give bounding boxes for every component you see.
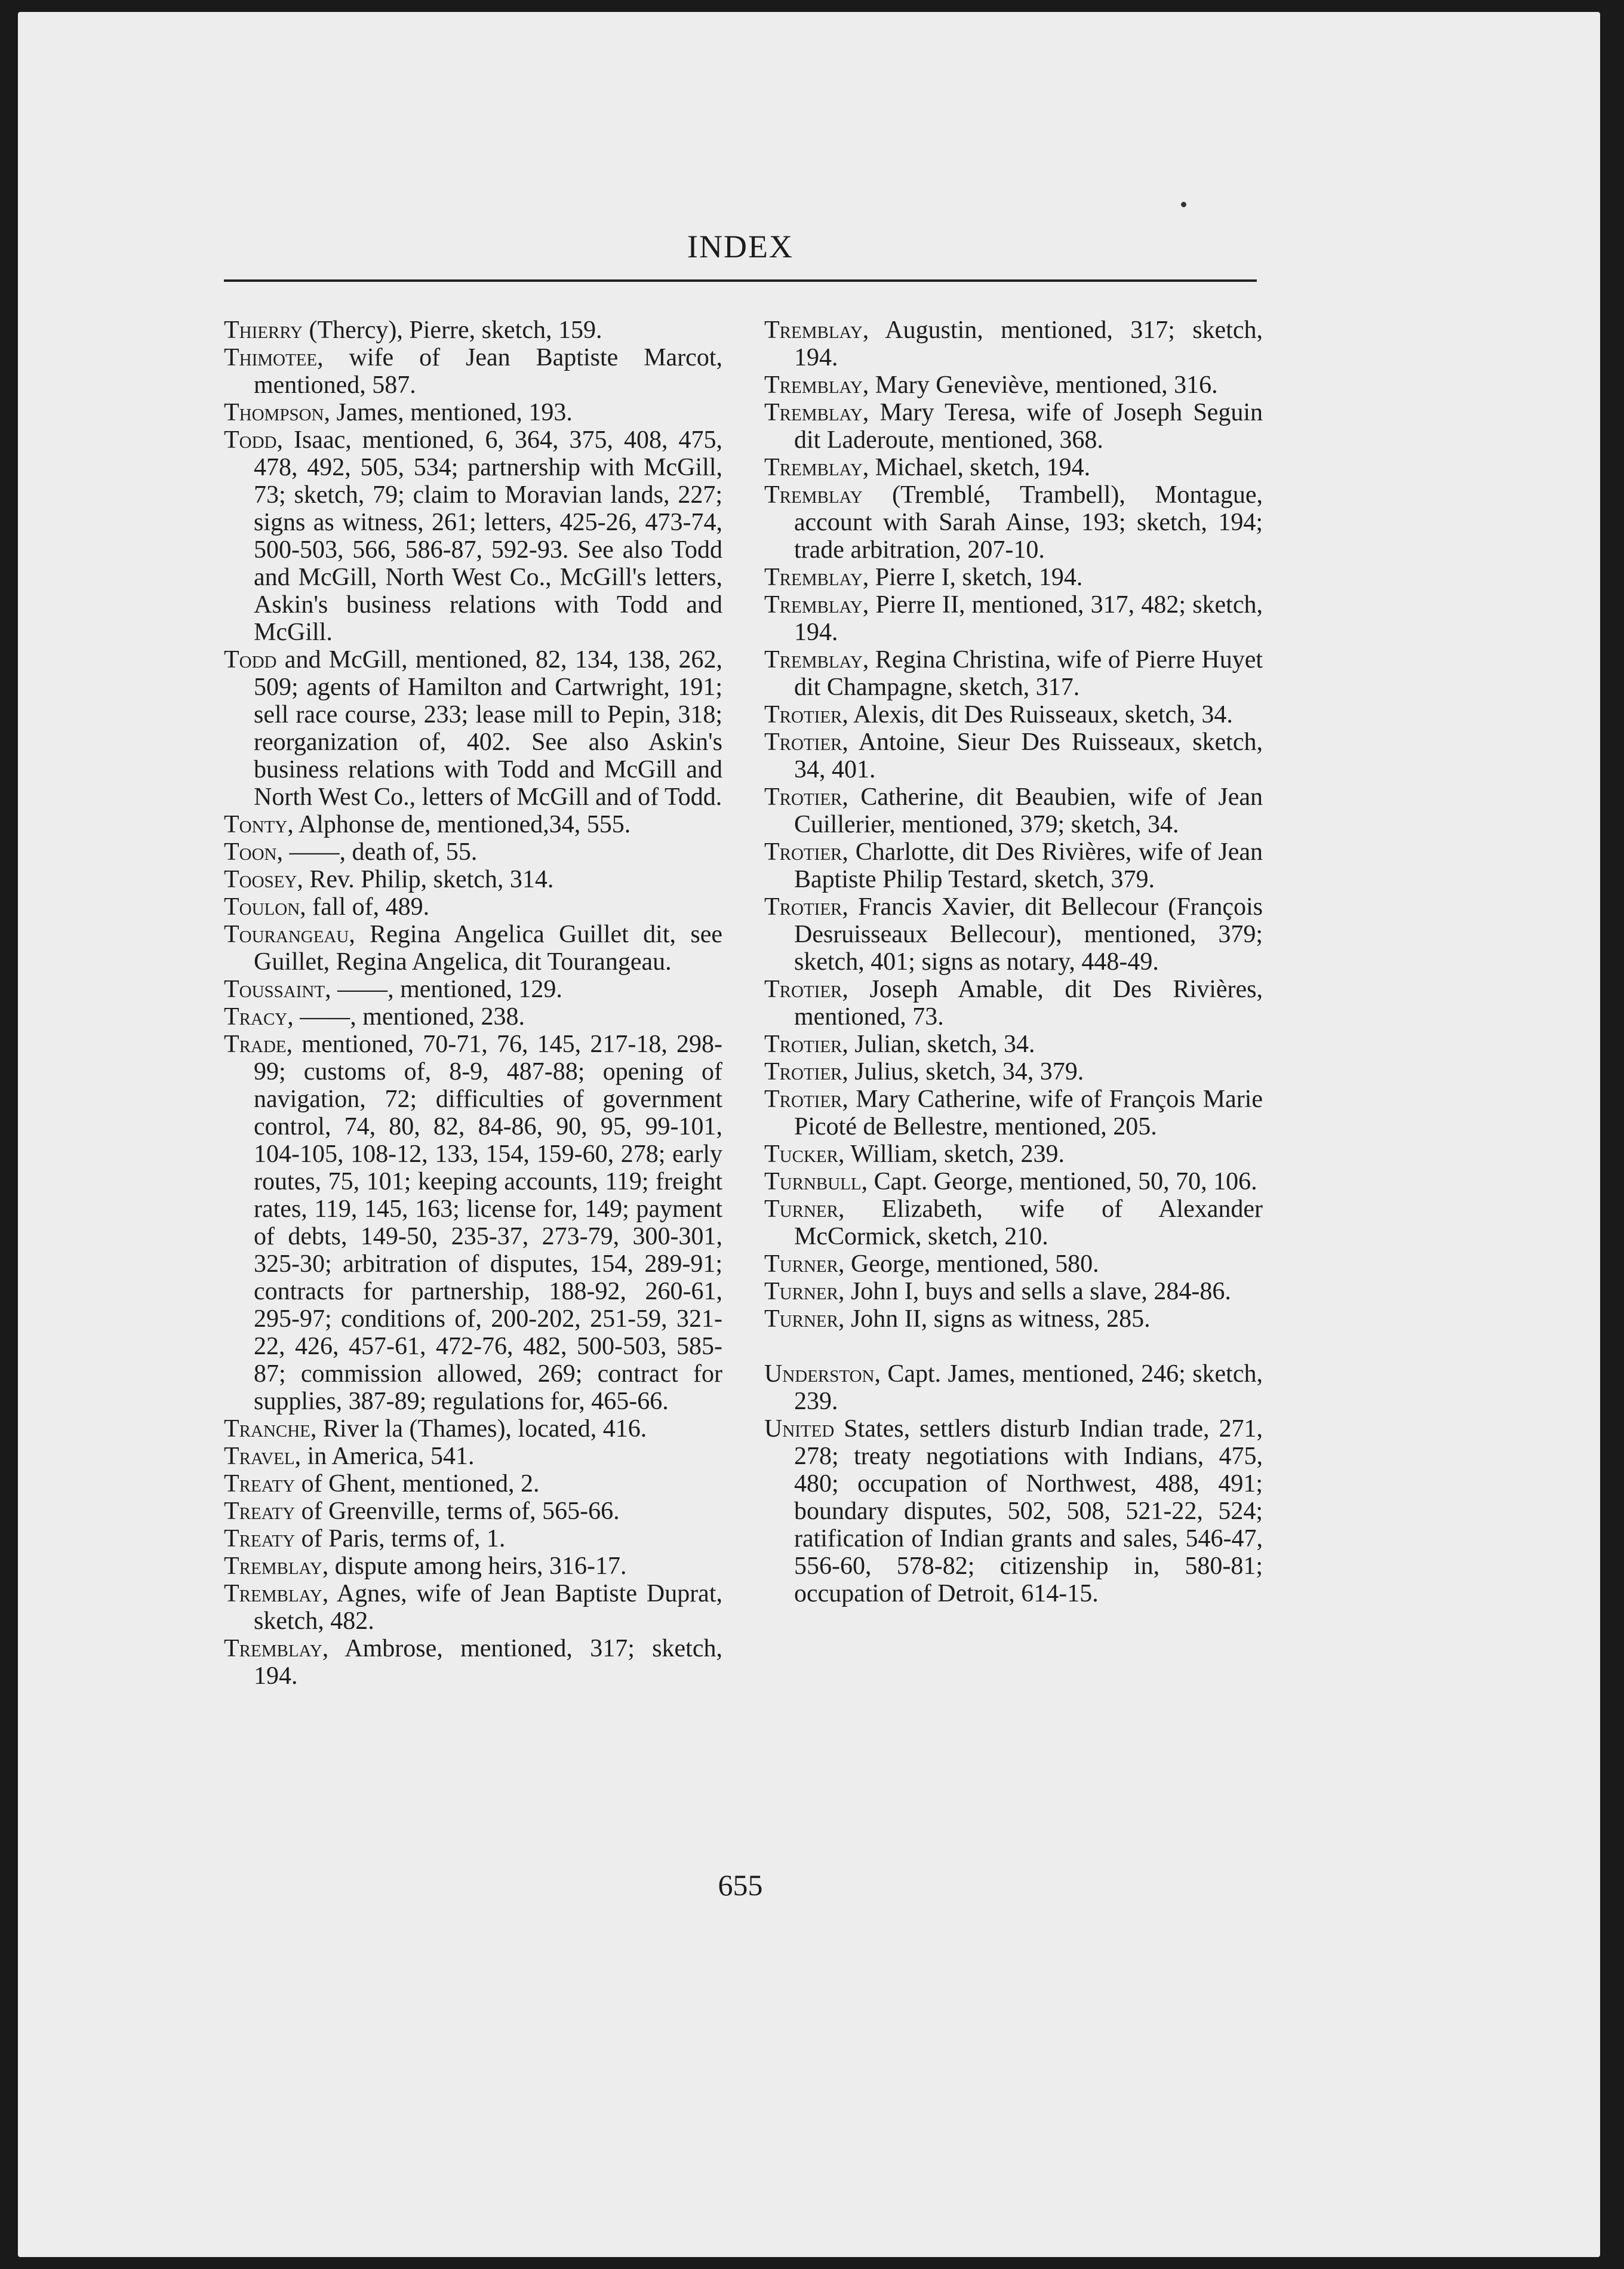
index-entry bbox=[224, 399, 722, 426]
index-entry bbox=[224, 976, 722, 1003]
entry-headword: Tonty bbox=[224, 811, 288, 838]
entry-headword: Treaty bbox=[224, 1498, 296, 1525]
index-entry bbox=[764, 646, 1263, 701]
entry-text: , William, sketch, 239. bbox=[838, 1140, 1065, 1168]
entry-text: , fall of, 489. bbox=[300, 893, 430, 921]
entry-headword: Turnbull bbox=[764, 1168, 862, 1195]
index-entry bbox=[764, 1140, 1263, 1168]
entry-headword: Trotier bbox=[764, 893, 842, 921]
entry-headword: Tremblay bbox=[764, 371, 863, 399]
entry-text: States, settlers disturb Indian trade, 271, 278; treaty negotiations with Indians, 475, 480; occupation of Northwest, 488, 491; boundary disputes, 502, 508, 521-22, 524; ratification of Indian grants and sales, 546-47, 556-60, 578-82; citizenship in, 580-81; occupation of Detroit, 614-15. bbox=[794, 1415, 1263, 1607]
index-entry bbox=[764, 1168, 1263, 1195]
entry-text: and McGill, mentioned, 82, 134, 138, 262, 509; agents of Hamilton and Cartwright, 191; sell race course, 233; lease mill to Pepin, 318; reorganization of, 402. See also Askin's business relations with Todd and McGill and North West Co., letters of McGill and of Todd. bbox=[254, 646, 722, 811]
entry-headword: Tremblay bbox=[224, 1635, 322, 1662]
entry-headword: Trotier bbox=[764, 728, 842, 756]
entry-headword: Tremblay bbox=[224, 1552, 322, 1580]
entry-text: , Julian, sketch, 34. bbox=[842, 1031, 1035, 1058]
entry-headword: Tremblay bbox=[764, 646, 863, 674]
entry-text: , Charlotte, dit Des Rivières, wife of Jean Baptiste Philip Testard, sketch, 379. bbox=[794, 838, 1263, 893]
entry-text: , Alexis, dit Des Ruisseaux, sketch, 34. bbox=[842, 701, 1233, 728]
entry-headword: Toussaint bbox=[224, 976, 325, 1003]
entry-headword: Trotier bbox=[764, 1031, 842, 1058]
index-entry bbox=[764, 1250, 1263, 1278]
entry-headword: Turner bbox=[764, 1250, 838, 1278]
entry-headword: Treaty bbox=[224, 1470, 296, 1498]
index-entry bbox=[764, 454, 1263, 481]
index-entry bbox=[764, 1305, 1263, 1333]
entry-headword: Treaty bbox=[224, 1525, 296, 1552]
index-column-right bbox=[764, 316, 1263, 1607]
index-column-left bbox=[224, 316, 722, 1690]
entry-text: , John II, signs as witness, 285. bbox=[838, 1305, 1151, 1333]
entry-text: , Michael, sketch, 194. bbox=[862, 454, 1091, 481]
index-entry bbox=[224, 426, 722, 646]
entry-text: , Agnes, wife of Jean Baptiste Duprat, sketch, 482. bbox=[254, 1580, 722, 1635]
entry-headword: Tracy bbox=[224, 1003, 288, 1031]
index-entry bbox=[764, 838, 1263, 893]
entry-headword: Todd bbox=[224, 646, 277, 674]
entry-text: , Ambrose, mentioned, 317; sketch, 194. bbox=[254, 1635, 722, 1690]
entry-text: of Ghent, mentioned, 2. bbox=[295, 1470, 540, 1498]
entry-text: , Mary Geneviève, mentioned, 316. bbox=[862, 371, 1218, 399]
entry-text: , Capt. George, mentioned, 50, 70, 106. bbox=[861, 1168, 1257, 1195]
index-entry bbox=[764, 728, 1263, 783]
entry-text: , Joseph Amable, dit Des Rivières, mentioned, 73. bbox=[794, 976, 1263, 1031]
entry-text: , Mary Teresa, wife of Joseph Seguin dit Laderoute, mentioned, 368. bbox=[794, 399, 1263, 454]
entry-headword: Tremblay bbox=[764, 564, 863, 591]
entry-text: , mentioned, 70-71, 76, 145, 217-18, 298-99; customs of, 8-9, 487-88; opening of navigation, 72; difficulties of government control, 74, 80, 82, 84-86, 90, 95, 99-101, 104-105, 108-12, 133, 154, 159-60, 278; early routes, 75, 101; keeping accounts, 119; freight rates, 119, 145, 163; license for, 149; payment of debts, 149-50, 235-37, 273-79, 300-301, 325-30; arbitration of disputes, 154, 289-91; contracts for partnership, 188-92, 260-61, 295-97; conditions of, 200-202, 251-59, 321-22, 426, 457-61, 472-76, 482, 500-503, 585-87; commission allowed, 269; contract for supplies, 387-89; regulations for, 465-66. bbox=[254, 1031, 722, 1415]
index-entry bbox=[764, 1360, 1263, 1415]
entry-text: , ——, mentioned, 129. bbox=[325, 976, 562, 1003]
entry-text: , James, mentioned, 193. bbox=[324, 399, 573, 426]
entry-headword: Thimotee bbox=[224, 344, 318, 371]
page-sheet bbox=[18, 12, 1600, 2257]
entry-headword: Underston bbox=[764, 1360, 875, 1388]
entry-text: , Rev. Philip, sketch, 314. bbox=[297, 866, 554, 893]
entry-headword: Trotier bbox=[764, 976, 842, 1003]
index-entry bbox=[764, 1415, 1263, 1607]
entry-headword: Tremblay bbox=[764, 454, 863, 481]
index-entry bbox=[764, 1031, 1263, 1058]
entry-headword: Thierry bbox=[224, 316, 303, 344]
entry-headword: Tremblay bbox=[764, 316, 863, 344]
entry-text: (Thercy), Pierre, sketch, 159. bbox=[303, 316, 602, 344]
index-entry bbox=[764, 1195, 1263, 1250]
entry-headword: Trade bbox=[224, 1031, 287, 1058]
entry-headword: Toon bbox=[224, 838, 277, 866]
index-entry bbox=[764, 893, 1263, 976]
entry-headword: Trotier bbox=[764, 1058, 842, 1086]
entry-text: , Pierre II, mentioned, 317, 482; sketch, 194. bbox=[794, 591, 1263, 646]
entry-headword: Tourangeau bbox=[224, 921, 349, 948]
index-entry bbox=[224, 1498, 722, 1525]
entry-text: , dispute among heirs, 316-17. bbox=[322, 1552, 627, 1580]
entry-text: , George, mentioned, 580. bbox=[838, 1250, 1099, 1278]
entry-headword: Toosey bbox=[224, 866, 297, 893]
index-entry bbox=[764, 399, 1263, 454]
index-entry bbox=[764, 316, 1263, 371]
entry-headword: United bbox=[764, 1415, 835, 1443]
entry-headword: Tremblay bbox=[764, 399, 863, 426]
entry-headword: Turner bbox=[764, 1305, 838, 1333]
index-entry bbox=[764, 783, 1263, 838]
index-entry bbox=[224, 811, 722, 838]
index-entry bbox=[764, 564, 1263, 591]
index-entry bbox=[224, 1580, 722, 1635]
entry-text: , in America, 541. bbox=[294, 1443, 475, 1470]
entry-headword: Travel bbox=[224, 1443, 295, 1470]
index-entry bbox=[224, 866, 722, 893]
index-entry bbox=[224, 646, 722, 811]
entry-headword: Tremblay bbox=[764, 481, 863, 509]
index-entry bbox=[224, 1552, 722, 1580]
entry-text: , ——, death of, 55. bbox=[276, 838, 478, 866]
index-entry bbox=[764, 371, 1263, 399]
index-entry bbox=[764, 481, 1263, 564]
entry-text: , Capt. James, mentioned, 246; sketch, 239. bbox=[794, 1360, 1263, 1415]
entry-headword: Toulon bbox=[224, 893, 300, 921]
index-entry bbox=[224, 1525, 722, 1552]
entry-text: , Elizabeth, wife of Alexander McCormick, sketch, 210. bbox=[794, 1195, 1263, 1250]
entry-text: , wife of Jean Baptiste Marcot, mentioned, 587. bbox=[254, 344, 722, 399]
entry-text: , Pierre I, sketch, 194. bbox=[862, 564, 1083, 591]
entry-text: , Francis Xavier, dit Bellecour (François Desruisseaux Bellecour), mentioned, 379; sketch, 401; signs as notary, 448-49. bbox=[794, 893, 1263, 976]
index-entry bbox=[764, 1058, 1263, 1086]
index-entry bbox=[764, 1278, 1263, 1305]
page-number: 655 bbox=[718, 1868, 763, 1902]
index-entry bbox=[224, 893, 722, 921]
entry-headword: Trotier bbox=[764, 783, 842, 811]
index-entry bbox=[224, 1003, 722, 1031]
index-entry bbox=[764, 591, 1263, 646]
entry-headword: Trotier bbox=[764, 838, 842, 866]
entry-text: of Paris, terms of, 1. bbox=[295, 1525, 506, 1552]
entry-text: , Regina Angelica Guillet dit, see Guillet, Regina Angelica, dit Tourangeau. bbox=[254, 921, 722, 976]
entry-text: , John I, buys and sells a slave, 284-86. bbox=[838, 1278, 1231, 1305]
entry-text: , Mary Catherine, wife of François Marie Picoté de Bellestre, mentioned, 205. bbox=[794, 1086, 1263, 1140]
entry-headword: Tucker bbox=[764, 1140, 838, 1168]
index-entry bbox=[224, 1415, 722, 1443]
entry-headword: Thompson bbox=[224, 399, 324, 426]
head-rule bbox=[224, 279, 1257, 282]
index-entry bbox=[764, 701, 1263, 728]
entry-headword: Tremblay bbox=[764, 591, 863, 619]
index-entry bbox=[224, 1443, 722, 1470]
index-entry bbox=[224, 921, 722, 976]
entry-headword: Tranche bbox=[224, 1415, 310, 1443]
index-entry bbox=[224, 1031, 722, 1415]
entry-text: (Tremblé, Trambell), Montague, account with Sarah Ainse, 193; sketch, 194; trade arbitration, 207-10. bbox=[794, 481, 1263, 564]
entry-text: , Isaac, mentioned, 6, 364, 375, 408, 475, 478, 492, 505, 534; partnership with McGill, 73; sketch, 79; claim to Moravian lands, 227; signs as witness, 261; letters, 425-26, 473-74, 500-503, 566, 586-87, 592-93. See also Todd and McGill, North West Co., McGill's letters, Askin's business relations with Todd and McGill. bbox=[254, 426, 722, 646]
index-entry bbox=[224, 1470, 722, 1498]
entry-headword: Trotier bbox=[764, 1086, 842, 1113]
index-entry bbox=[764, 976, 1263, 1031]
entry-text: , Regina Christina, wife of Pierre Huyet dit Champagne, sketch, 317. bbox=[794, 646, 1263, 701]
entry-headword: Turner bbox=[764, 1195, 838, 1223]
entry-text: , Julius, sketch, 34, 379. bbox=[842, 1058, 1084, 1086]
running-head: INDEX bbox=[687, 229, 793, 265]
ink-speck bbox=[1181, 202, 1186, 207]
index-entry bbox=[224, 344, 722, 399]
entry-text: , River la (Thames), located, 416. bbox=[310, 1415, 647, 1443]
index-entry bbox=[764, 1086, 1263, 1140]
index-entry bbox=[224, 1635, 722, 1690]
entry-headword: Trotier bbox=[764, 701, 842, 728]
entry-text: , Augustin, mentioned, 317; sketch, 194. bbox=[794, 316, 1263, 371]
entry-headword: Tremblay bbox=[224, 1580, 322, 1607]
entry-text: of Greenville, terms of, 565-66. bbox=[295, 1498, 620, 1525]
entry-text: , Alphonse de, mentioned,34, 555. bbox=[287, 811, 631, 838]
entry-text: , ——, mentioned, 238. bbox=[287, 1003, 525, 1031]
entry-text: , Catherine, dit Beaubien, wife of Jean Cuillerier, mentioned, 379; sketch, 34. bbox=[794, 783, 1263, 838]
entry-headword: Turner bbox=[764, 1278, 838, 1305]
index-entry bbox=[224, 838, 722, 866]
index-entry bbox=[224, 316, 722, 344]
entry-text: , Antoine, Sieur Des Ruisseaux, sketch, 34, 401. bbox=[794, 728, 1263, 783]
entry-headword: Todd bbox=[224, 426, 277, 454]
